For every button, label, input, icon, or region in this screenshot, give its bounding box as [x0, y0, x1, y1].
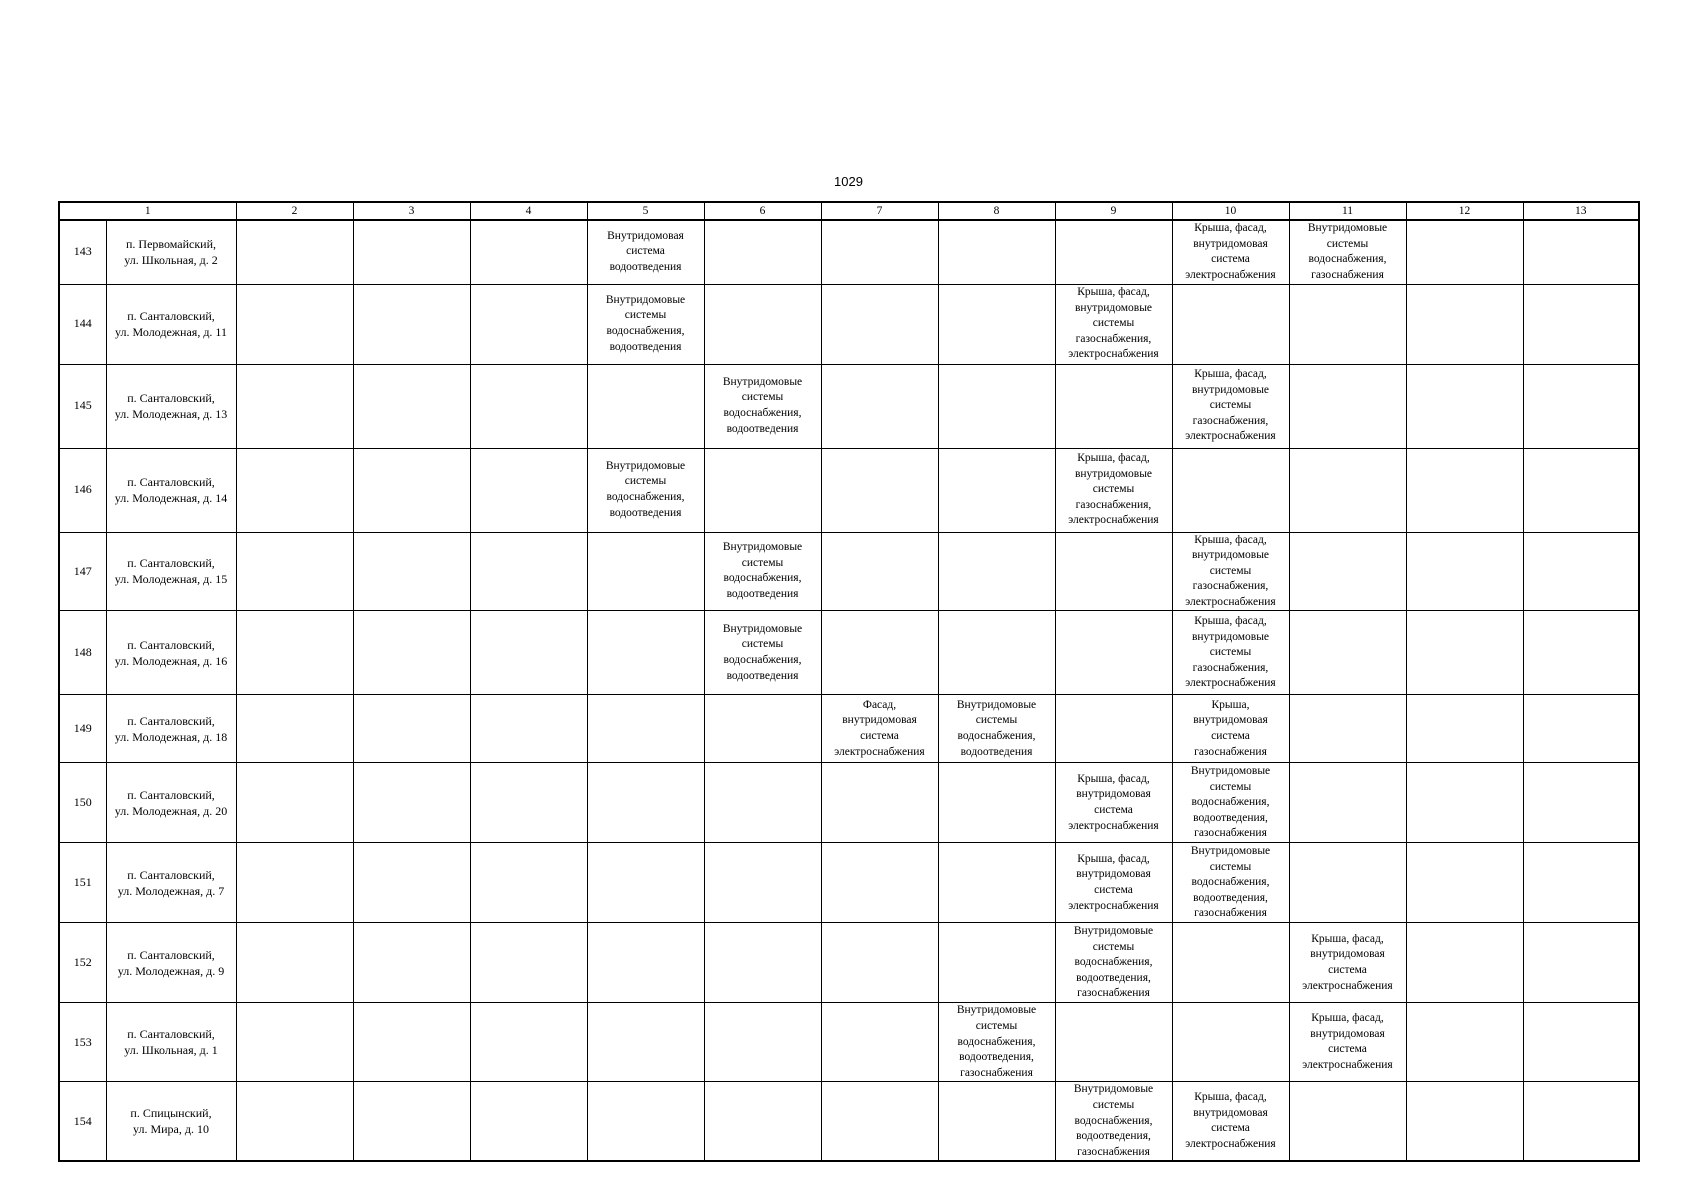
address-cell: п. Санталовский, ул. Молодежная, д. 13	[106, 364, 236, 448]
empty-cell-col-13	[1523, 532, 1639, 611]
empty-cell-col-13	[1523, 284, 1639, 364]
work-cell-col-6	[704, 1082, 821, 1161]
work-cell-col-10: Крыша, фасад, внутридомовые системы газоснабжения, электроснабжения	[1172, 532, 1289, 611]
empty-cell-col-4	[470, 1003, 587, 1082]
empty-cell-col-4	[470, 695, 587, 763]
empty-cell-col-4	[470, 364, 587, 448]
work-cell-col-6	[704, 695, 821, 763]
row-number: 151	[59, 843, 106, 923]
empty-cell-col-3	[353, 1082, 470, 1161]
work-cell-col-7	[821, 1003, 938, 1082]
work-cell-col-10	[1172, 923, 1289, 1003]
column-header-9: 9	[1055, 202, 1172, 220]
empty-cell-col-2	[236, 611, 353, 695]
empty-cell-col-4	[470, 448, 587, 532]
empty-cell-col-12	[1406, 284, 1523, 364]
empty-cell-col-3	[353, 843, 470, 923]
address-cell: п. Санталовский, ул. Молодежная, д. 14	[106, 448, 236, 532]
work-cell-col-11: Крыша, фасад, внутридомовая система электроснабжения	[1289, 923, 1406, 1003]
work-cell-col-6	[704, 220, 821, 284]
table-row	[59, 220, 1639, 284]
work-cell-col-9: Внутридомовые системы водоснабжения, водоотведения, газоснабжения	[1055, 1082, 1172, 1161]
table-row	[59, 284, 1639, 364]
work-cell-col-9	[1055, 220, 1172, 284]
column-header-12: 12	[1406, 202, 1523, 220]
table-row	[59, 763, 1639, 843]
work-cell-col-8	[938, 532, 1055, 611]
empty-cell-col-3	[353, 695, 470, 763]
work-cell-col-5	[587, 763, 704, 843]
work-cell-col-6	[704, 843, 821, 923]
work-cell-col-11: Внутридомовые системы водоснабжения, газоснабжения	[1289, 220, 1406, 284]
work-cell-col-10: Крыша, фасад, внутридомовая система электроснабжения	[1172, 1082, 1289, 1161]
address-cell: п. Санталовский, ул. Молодежная, д. 20	[106, 763, 236, 843]
work-cell-col-7	[821, 923, 938, 1003]
empty-cell-col-12	[1406, 364, 1523, 448]
address-cell: п. Санталовский, ул. Молодежная, д. 16	[106, 611, 236, 695]
work-cell-col-7	[821, 364, 938, 448]
row-number: 154	[59, 1082, 106, 1161]
work-cell-col-11	[1289, 843, 1406, 923]
work-cell-col-9	[1055, 364, 1172, 448]
work-cell-col-9: Крыша, фасад, внутридомовая система электроснабжения	[1055, 843, 1172, 923]
work-cell-col-5	[587, 1003, 704, 1082]
work-cell-col-5: Внутридомовые системы водоснабжения, водоотведения	[587, 448, 704, 532]
row-number: 147	[59, 532, 106, 611]
work-cell-col-5: Внутридомовые системы водоснабжения, водоотведения	[587, 284, 704, 364]
work-cell-col-9: Внутридомовые системы водоснабжения, водоотведения, газоснабжения	[1055, 923, 1172, 1003]
work-cell-col-7	[821, 220, 938, 284]
work-cell-col-10: Крыша, внутридомовая система газоснабжения	[1172, 695, 1289, 763]
work-cell-col-9: Крыша, фасад, внутридомовые системы газоснабжения, электроснабжения	[1055, 284, 1172, 364]
table-header	[59, 202, 1639, 220]
empty-cell-col-2	[236, 220, 353, 284]
table-row	[59, 843, 1639, 923]
work-cell-col-8: Внутридомовые системы водоснабжения, водоотведения, газоснабжения	[938, 1003, 1055, 1082]
column-header-7: 7	[821, 202, 938, 220]
empty-cell-col-2	[236, 843, 353, 923]
empty-cell-col-3	[353, 611, 470, 695]
repair-schedule-table	[58, 201, 1640, 1162]
work-cell-col-6: Внутридомовые системы водоснабжения, водоотведения	[704, 532, 821, 611]
table-row	[59, 923, 1639, 1003]
work-cell-col-10: Крыша, фасад, внутридомовые системы газоснабжения, электроснабжения	[1172, 364, 1289, 448]
work-cell-col-11	[1289, 1082, 1406, 1161]
empty-cell-col-3	[353, 364, 470, 448]
work-cell-col-5	[587, 611, 704, 695]
column-header-10: 10	[1172, 202, 1289, 220]
empty-cell-col-12	[1406, 1003, 1523, 1082]
work-cell-col-7	[821, 448, 938, 532]
work-cell-col-6	[704, 284, 821, 364]
address-cell: п. Первомайский, ул. Школьная, д. 2	[106, 220, 236, 284]
work-cell-col-11	[1289, 364, 1406, 448]
empty-cell-col-4	[470, 923, 587, 1003]
work-cell-col-5	[587, 532, 704, 611]
work-cell-col-10: Внутридомовые системы водоснабжения, водоотведения, газоснабжения	[1172, 843, 1289, 923]
table-row	[59, 695, 1639, 763]
empty-cell-col-2	[236, 364, 353, 448]
work-cell-col-9	[1055, 532, 1172, 611]
empty-cell-col-13	[1523, 364, 1639, 448]
work-cell-col-11: Крыша, фасад, внутридомовая система электроснабжения	[1289, 1003, 1406, 1082]
empty-cell-col-13	[1523, 843, 1639, 923]
column-header-6: 6	[704, 202, 821, 220]
work-cell-col-11	[1289, 611, 1406, 695]
empty-cell-col-12	[1406, 695, 1523, 763]
table-row	[59, 448, 1639, 532]
work-cell-col-11	[1289, 284, 1406, 364]
work-cell-col-7	[821, 1082, 938, 1161]
empty-cell-col-12	[1406, 1082, 1523, 1161]
column-header-11: 11	[1289, 202, 1406, 220]
empty-cell-col-4	[470, 532, 587, 611]
empty-cell-col-3	[353, 763, 470, 843]
empty-cell-col-12	[1406, 532, 1523, 611]
work-cell-col-11	[1289, 763, 1406, 843]
work-cell-col-8	[938, 284, 1055, 364]
address-cell: п. Санталовский, ул. Молодежная, д. 7	[106, 843, 236, 923]
work-cell-col-8: Внутридомовые системы водоснабжения, водоотведения	[938, 695, 1055, 763]
empty-cell-col-3	[353, 923, 470, 1003]
work-cell-col-6: Внутридомовые системы водоснабжения, водоотведения	[704, 364, 821, 448]
empty-cell-col-3	[353, 532, 470, 611]
work-cell-col-7	[821, 532, 938, 611]
empty-cell-col-2	[236, 695, 353, 763]
column-header-13: 13	[1523, 202, 1639, 220]
work-cell-col-5	[587, 364, 704, 448]
empty-cell-col-2	[236, 448, 353, 532]
address-cell: п. Санталовский, ул. Молодежная, д. 15	[106, 532, 236, 611]
empty-cell-col-4	[470, 1082, 587, 1161]
table-body	[59, 220, 1639, 1161]
work-cell-col-6	[704, 1003, 821, 1082]
empty-cell-col-13	[1523, 448, 1639, 532]
work-cell-col-9	[1055, 611, 1172, 695]
table-row	[59, 364, 1639, 448]
address-cell: п. Санталовский, ул. Молодежная, д. 11	[106, 284, 236, 364]
empty-cell-col-3	[353, 284, 470, 364]
empty-cell-col-4	[470, 763, 587, 843]
work-cell-col-10: Крыша, фасад, внутридомовые системы газоснабжения, электроснабжения	[1172, 611, 1289, 695]
row-number: 149	[59, 695, 106, 763]
column-header-3: 3	[353, 202, 470, 220]
table-row	[59, 1082, 1639, 1161]
empty-cell-col-2	[236, 763, 353, 843]
empty-cell-col-3	[353, 1003, 470, 1082]
address-cell: п. Санталовский, ул. Молодежная, д. 9	[106, 923, 236, 1003]
work-cell-col-5: Внутридомовая система водоотведения	[587, 220, 704, 284]
empty-cell-col-3	[353, 220, 470, 284]
work-cell-col-8	[938, 364, 1055, 448]
row-number: 150	[59, 763, 106, 843]
empty-cell-col-3	[353, 448, 470, 532]
work-cell-col-8	[938, 843, 1055, 923]
work-cell-col-5	[587, 695, 704, 763]
row-number: 145	[59, 364, 106, 448]
empty-cell-col-2	[236, 284, 353, 364]
work-cell-col-6: Внутридомовые системы водоснабжения, водоотведения	[704, 611, 821, 695]
work-cell-col-10	[1172, 448, 1289, 532]
work-cell-col-8	[938, 1082, 1055, 1161]
row-number: 144	[59, 284, 106, 364]
work-cell-col-10: Крыша, фасад, внутридомовая система электроснабжения	[1172, 220, 1289, 284]
empty-cell-col-12	[1406, 220, 1523, 284]
table-row	[59, 1003, 1639, 1082]
work-cell-col-9	[1055, 695, 1172, 763]
empty-cell-col-2	[236, 1082, 353, 1161]
work-cell-col-6	[704, 923, 821, 1003]
work-cell-col-11	[1289, 448, 1406, 532]
column-header-4: 4	[470, 202, 587, 220]
address-cell: п. Спицынский, ул. Мира, д. 10	[106, 1082, 236, 1161]
work-cell-col-7	[821, 763, 938, 843]
empty-cell-col-12	[1406, 923, 1523, 1003]
work-cell-col-7	[821, 284, 938, 364]
empty-cell-col-2	[236, 1003, 353, 1082]
work-cell-col-8	[938, 448, 1055, 532]
empty-cell-col-13	[1523, 611, 1639, 695]
work-cell-col-8	[938, 923, 1055, 1003]
table-row	[59, 532, 1639, 611]
row-number: 153	[59, 1003, 106, 1082]
empty-cell-col-2	[236, 923, 353, 1003]
work-cell-col-8	[938, 611, 1055, 695]
empty-cell-col-2	[236, 532, 353, 611]
work-cell-col-7	[821, 611, 938, 695]
work-cell-col-11	[1289, 695, 1406, 763]
row-number: 143	[59, 220, 106, 284]
header-row	[59, 202, 1639, 220]
work-cell-col-10	[1172, 284, 1289, 364]
empty-cell-col-13	[1523, 1082, 1639, 1161]
work-cell-col-6	[704, 763, 821, 843]
empty-cell-col-13	[1523, 1003, 1639, 1082]
work-cell-col-9	[1055, 1003, 1172, 1082]
column-header-2: 2	[236, 202, 353, 220]
work-cell-col-5	[587, 923, 704, 1003]
work-cell-col-7	[821, 843, 938, 923]
empty-cell-col-4	[470, 284, 587, 364]
work-cell-col-8	[938, 220, 1055, 284]
empty-cell-col-4	[470, 611, 587, 695]
work-cell-col-8	[938, 763, 1055, 843]
work-cell-col-11	[1289, 532, 1406, 611]
row-number: 148	[59, 611, 106, 695]
column-header-1: 1	[59, 202, 236, 220]
empty-cell-col-12	[1406, 843, 1523, 923]
work-cell-col-6	[704, 448, 821, 532]
work-cell-col-5	[587, 843, 704, 923]
empty-cell-col-4	[470, 843, 587, 923]
table-row	[59, 611, 1639, 695]
column-header-8: 8	[938, 202, 1055, 220]
empty-cell-col-12	[1406, 448, 1523, 532]
page-number: 1029	[834, 174, 863, 189]
column-header-5: 5	[587, 202, 704, 220]
work-cell-col-5	[587, 1082, 704, 1161]
work-cell-col-7: Фасад, внутридомовая система электроснабжения	[821, 695, 938, 763]
address-cell: п. Санталовский, ул. Молодежная, д. 18	[106, 695, 236, 763]
work-cell-col-9: Крыша, фасад, внутридомовые системы газоснабжения, электроснабжения	[1055, 448, 1172, 532]
work-cell-col-10: Внутридомовые системы водоснабжения, водоотведения, газоснабжения	[1172, 763, 1289, 843]
empty-cell-col-12	[1406, 611, 1523, 695]
empty-cell-col-13	[1523, 695, 1639, 763]
work-cell-col-9: Крыша, фасад, внутридомовая система электроснабжения	[1055, 763, 1172, 843]
empty-cell-col-13	[1523, 763, 1639, 843]
empty-cell-col-13	[1523, 923, 1639, 1003]
row-number: 146	[59, 448, 106, 532]
work-cell-col-10	[1172, 1003, 1289, 1082]
empty-cell-col-12	[1406, 763, 1523, 843]
empty-cell-col-13	[1523, 220, 1639, 284]
row-number: 152	[59, 923, 106, 1003]
address-cell: п. Санталовский, ул. Школьная, д. 1	[106, 1003, 236, 1082]
empty-cell-col-4	[470, 220, 587, 284]
